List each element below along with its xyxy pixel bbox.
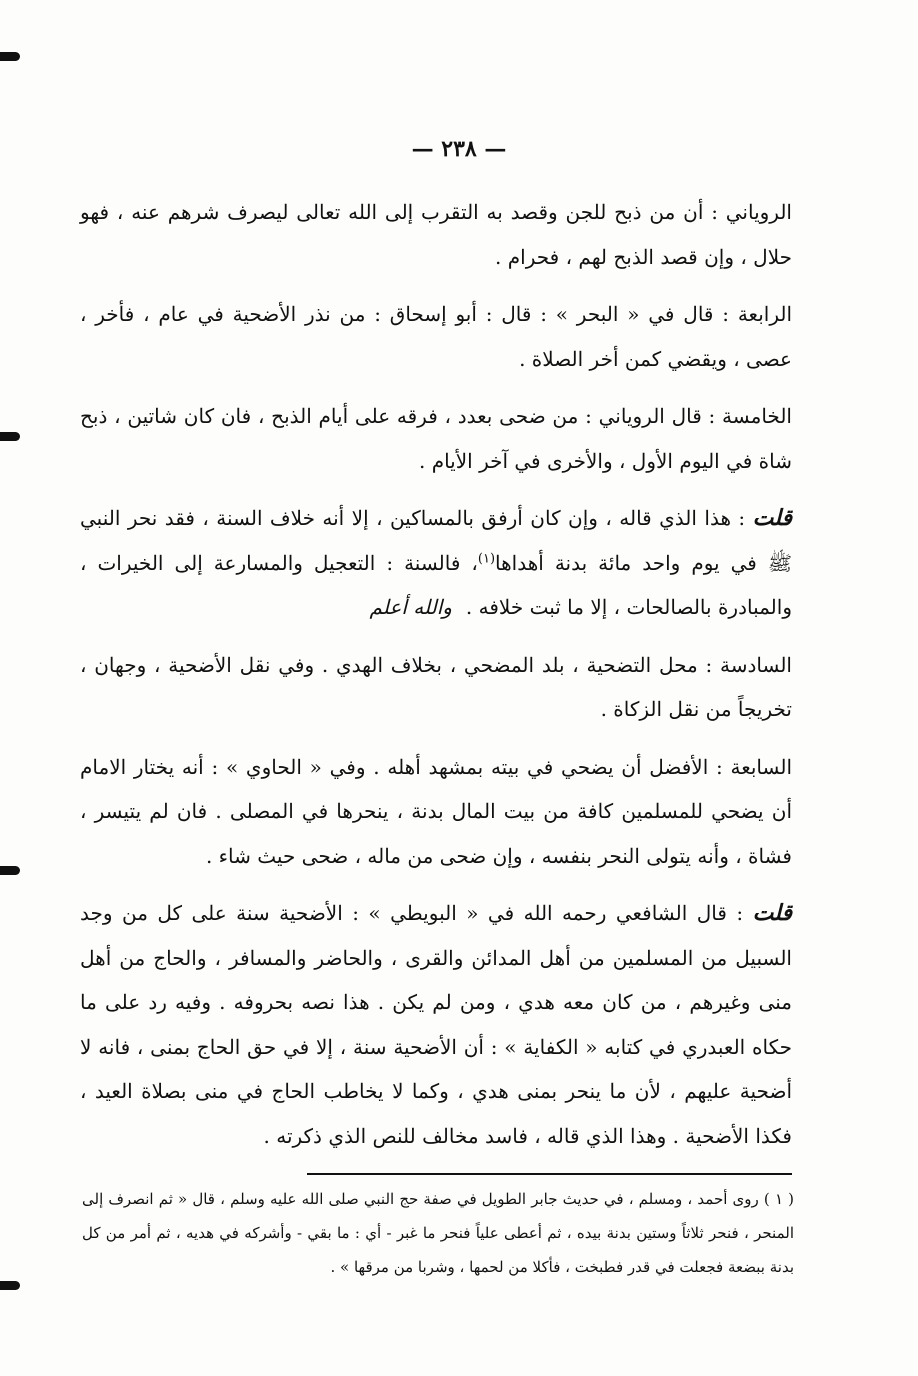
qult-lead: قلت [752,900,792,926]
paragraph-text: : هذا الذي قاله ، وإن كان أرفق بالمساكين ، إلا أنه خلاف السنة ، فقد نحر النبي ﷺ في يوم واحد مائة بدنة أهداها [80,506,792,575]
page-number: — ٢٣٨ — [411,136,507,162]
paragraph: الرابعة : قال في « البحر » : قال : أبو إسحاق : من نذر الأضحية في عام ، فأخر ، عصى ، ويقضي كمن أخر الصلاة . [80,302,792,371]
footnote-divider [307,1173,792,1175]
paragraph: السادسة : محل التضحية ، بلد المضحي ، بخلاف الهدي . وفي نقل الأضحية ، وجهان ، تخريجاً من نقل الزكاة . [80,652,792,721]
binding-mark [0,1281,20,1290]
main-text [80,190,792,1171]
qult-paragraph [80,891,792,1158]
closing-phrase: والله أعلم [369,595,452,619]
paragraph: الروياني : أن من ذبح للجن وقصد به التقرب إلى الله تعالى ليصرف شرهم عنه ، فهو حلال ، وإن قصد الذبح لهم ، فحرام . [80,200,792,269]
paragraph: السابعة : الأفضل أن يضحي في بيته بمشهد أهله . وفي « الحاوي » : أنه يختار الامام أن يضحي للمسلمين كافة من بيت المال بدنة ، ينحرها في المصلى . فان لم يتيسر ، فشاة ، وأنه يتولى النحر بنفسه ، وإن ضحى من ماله ، ضحى حيث شاء . [80,754,792,868]
paragraph-text: : قال الشافعي رحمه الله في « البويطي » : الأضحية سنة على كل من وجد السبيل من المسلمين من أهل المدائن والقرى ، والحاضر والمسافر ، والحاج من أهل منى وغيرهم ، من كان معه هدي ، ومن لم يكن . هذا نصه بحروفه . وفيه رد على ما حكاه العبدري في كتابه « الكفاية » : أن الأضحية سنة ، إلا في حق الحاج بمنى ، فانه لا أضحية عليهم ، لأن ما ينحر بمنى هدي ، وكما لا يخاطب الحاج في منى بصلاة العيد ، فكذا الأضحية . وهذا الذي قاله ، فاسد مخالف للنص الذي ذكرته . [80,901,792,1148]
paragraph-text: ، فالسنة : التعجيل والمسارعة إلى الخيرات ، والمبادرة بالصالحات ، إلا ما ثبت خلافه . [80,550,792,619]
qult-lead: قلت [752,505,792,531]
binding-mark [0,432,20,441]
footnote: ( ١ ) روى أحمد ، ومسلم ، في حديث جابر الطويل في صفة حج النبي صلى الله عليه وسلم ، قال « ثم انصرف إلى المنحر ، فنحر ثلاثاً وستين بدنة بيده ، ثم أعطى علياً فنحر ما غبر - أي : ما بقي - وأشركه في هديه ، ثم أمر من كل بدنة ببضعة فجعلت في قدر فطبخت ، فأكلا من لحمها ، وشربا من مرقها » . [82,1190,794,1276]
binding-mark [0,866,20,875]
paragraph: الخامسة : قال الروياني : من ضحى بعدد ، فرقه على أيام الذبح ، فان كان شاتين ، ذبح شاة في اليوم الأول ، والأخرى في آخر الأيام . [80,404,792,473]
footnote-reference[interactable]: (١) [477,550,496,566]
binding-mark [0,52,20,61]
qult-paragraph [80,496,792,630]
